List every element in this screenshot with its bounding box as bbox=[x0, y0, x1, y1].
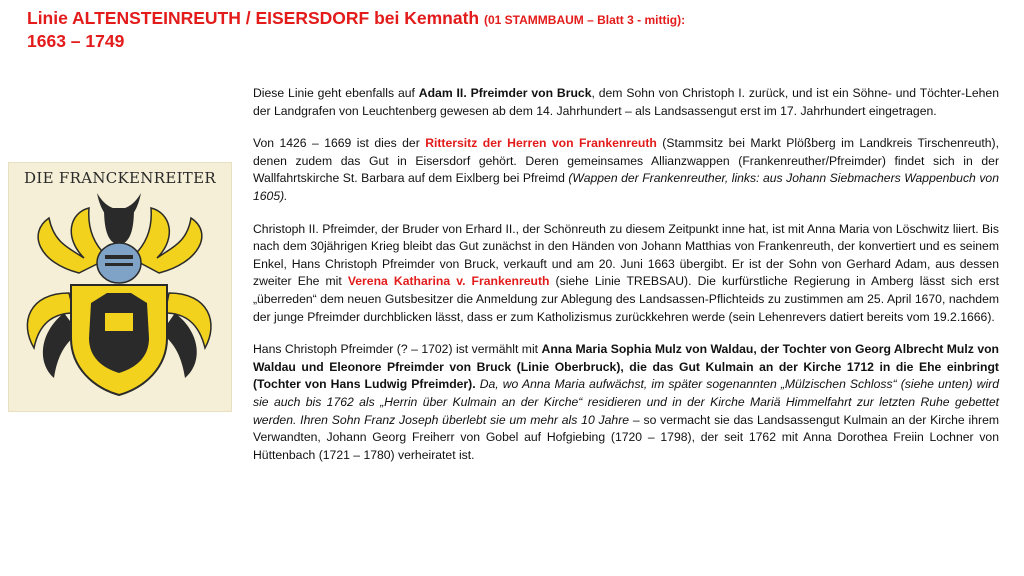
coat-of-arms-image bbox=[8, 162, 232, 412]
paragraph-2 bbox=[253, 135, 999, 205]
p4-bold-1: Anna Maria Sophia Mulz von Waldau, der Tochter von Georg Albrecht Mulz von Waldau und Eleonore Pfreimder von Bruck (Linie Oberbruck), die das Gut Kulmain an der Kirche 1712 in die Ehe einbringt (Tochter von Hans Ludwig Pfreimder). bbox=[253, 342, 999, 392]
title-line-1 bbox=[27, 8, 1007, 31]
p4-text-2: – so vermacht sie das Landsassengut Kulmain an der Kirche ihrem Verwandten, Johann Georg Freiherr von Gobel auf Hofgiebing (1720 – 1798), der seit 1762 mit Anna Dorothea Freiin Lochner von Hüttenbach (1721 – 1780) verheiratet ist. bbox=[253, 412, 1000, 462]
page-title bbox=[27, 8, 1007, 52]
title-subtitle: (01 STAMMBAUM – Blatt 3 - mittig): bbox=[484, 13, 686, 27]
p3-text-2: (siehe Linie TREBSAU). Die kurfürstliche Regierung in Amberg lässt sich erst „überreden“ dem neuen Gutsbesitzer die Anmeldung zur Ablegung des Landsassen-Pflichteids zu zustimmen am 25. April 1670, nachdem der junge Pfreimder durchblicken lässt, dass er zum Katholizismus zurückkehren werde (sein Lehenrevers datiert bereits vom 19.2.1666). bbox=[253, 274, 999, 324]
main-text bbox=[253, 85, 999, 479]
coat-of-arms-icon bbox=[9, 163, 231, 411]
p3-text-1: Christoph II. Pfreimder, der Bruder von Erhard II., der Schönreuth zu diesem Zeitpunkt inne hat, ist mit Anna Maria von Löschwitz liiert. Bis nach dem 30jährigen Krieg bleibt das Gut zunächst in den Händen von Johann Matthias von Frankenreuth, der konvertiert und es seinem Enkel, Hans Christoph Pfreimder von Bruck, verkauft und am 20. Juni 1663 übergibt. Er ist der Sohn von Gerhard Adam, aus dessen zweiter Ehe mit bbox=[253, 221, 999, 289]
p1-bold-1: Adam II. Pfreimder von Bruck bbox=[418, 86, 592, 100]
p3-highlight-1: Verena Katharina v. Frankenreuth bbox=[347, 274, 550, 289]
p1-text-2: , dem Sohn von Christoph I. zurück, und ist ein Söhne- und Töchter-Lehen der Landgrafen von Leuchtenberg gewesen ab dem 14. Jahrhundert – als Landsassengut erst im 17. Jahrhundert eingetragen. bbox=[253, 86, 999, 118]
p2-italic-1: (Wappen der Frankenreuther, links: aus Johann Siebmachers Wappenbuch von 1605). bbox=[253, 171, 999, 203]
paragraph-3 bbox=[253, 221, 999, 327]
p4-text-1: Hans Christoph Pfreimder (? – 1702) ist vermählt mit bbox=[253, 342, 542, 357]
paragraph-1 bbox=[253, 85, 999, 120]
p2-highlight-1: Rittersitz der Herren von Frankenreuth bbox=[425, 136, 657, 151]
title-years: 1663 – 1749 bbox=[27, 31, 125, 51]
p1-text-1: Diese Linie geht ebenfalls auf bbox=[253, 86, 419, 100]
paragraph-4 bbox=[253, 341, 999, 464]
coat-of-arms-caption: DIE FRANCKENREITER bbox=[24, 169, 216, 187]
p4-italic-1: Da, wo Anna Maria aufwächst, im später sogenannten „Mülzischen Schloss“ (siehe unten) wird sie auch bis 1762 als „Herrin über Kulmain an der Kirche“ residieren und in der Kirche Mariä Himmelfahrt zur letzten Ruhe gebettet werden. Ihren Sohn Franz Joseph überlebt sie um mehr als 10 Jahre bbox=[253, 377, 999, 427]
p2-text-2: (Stammsitz bei Markt Plößberg im Landkreis Tirschenreuth), denen zudem das Gut in Eisersdorf gehört. Deren gemeinsames Allianzwappen (Frankenreuther/Pfreimder) findet sich in der Wallfahrtskirche St. Barbara auf dem Eixlberg bei Pfreimd bbox=[253, 136, 999, 186]
title-main: Linie ALTENSTEINREUTH / EISERSDORF bei Kemnath bbox=[27, 8, 480, 28]
p2-text-1: Von 1426 – 1669 ist dies der bbox=[253, 136, 426, 151]
